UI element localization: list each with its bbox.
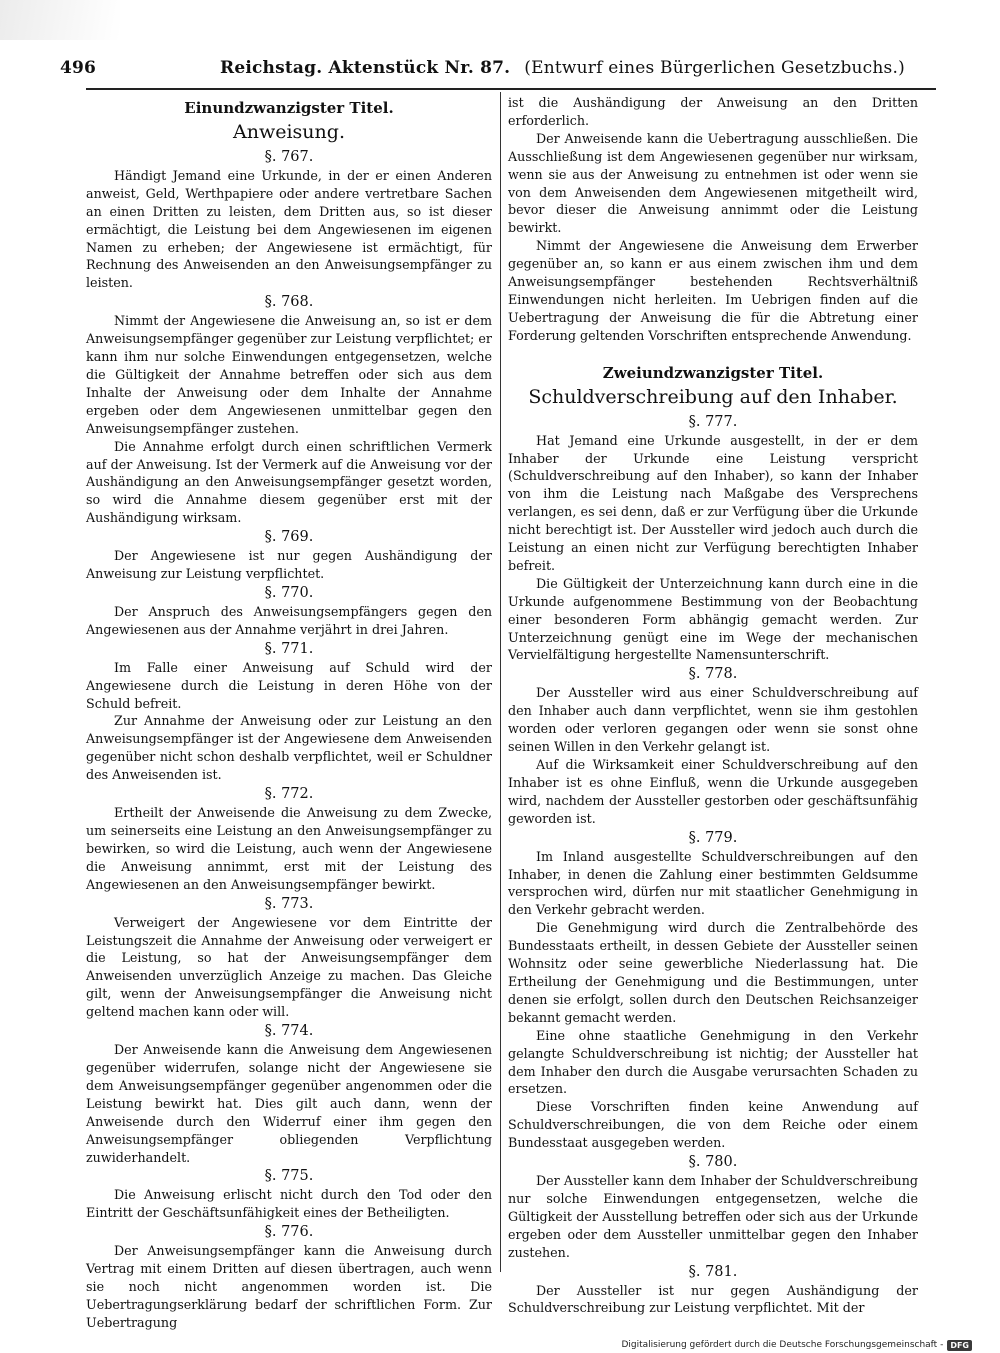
paragraph-text: Nimmt der Angewiesene die Anweisung an, so ist er dem Anweisungsempfänger gegenüber zur Leistung verpflichtet; er kann ihm nur solche Einwendungen entgegensetzen, welche die Gültigkeit der Annahme betreffen oder sich aus dem Inhalte der Anweisung oder dem Inhalte der Annahme ergeben oder dem Angewiesenen unmittelbar gegen den Anweisungsempfänger zustehen. [86, 313, 492, 436]
paragraph-text: Der Angewiesene ist nur gegen Aushändigung der Anweisung zur Leistung verpflichtet. [86, 548, 492, 582]
paragraph-text: Auf die Wirksamkeit einer Schuldverschreibung auf den Inhaber ist es ohne Einfluß, wenn die Urkunde ausgegeben wird, nachdem der Aussteller gestorben oder geschäftsunfähig geworden ist. [508, 757, 918, 826]
paper-stain [0, 0, 120, 40]
paragraph-text: Ertheilt der Anweisende die Anweisung zu dem Zwecke, um seinerseits eine Leistung an den Anweisungsempfänger zu bewirken, so wird die Leistung, auch wenn der Angewiesene die Anweisung annimmt, erst mit der Leistung des Angewiesenen an den Anweisungsempfänger bewirkt. [86, 805, 492, 892]
running-title: Reichstag. Aktenstück Nr. 87. [220, 58, 511, 78]
paragraph-heading: §. 768. [264, 294, 314, 311]
section-title: Einundzwanzigster Titel. [184, 99, 394, 117]
right-column [508, 94, 918, 1317]
paragraph-heading: §. 777. [688, 413, 738, 430]
paragraph-text: Der Aussteller wird aus einer Schuldverschreibung auf den Inhaber auch dann verpflichtet, wenn sie ihm gestohlen worden oder verloren gegangen oder wenn sie sonst ohne seinen Willen in den Verkehr gelangt ist. [508, 685, 918, 755]
paragraph-text: Die Genehmigung wird durch die Zentralbehörde des Bundesstaats ertheilt, in dessen Gebiete der Aussteller seinen Wohnsitz oder seine gewerbliche Niederlassung hat. Die Ertheilung der Genehmigung und die Bestimmungen, unter denen sie erfolgt, sollen durch den Deutschen Reichsanzeiger bekannt gemacht werden. [508, 920, 918, 1025]
paragraph-text: Im Inland ausgestellte Schuldverschreibungen auf den Inhaber, in denen die Zahlung einer bestimmten Geldsumme versprochen wird, dürfen nur mit staatlicher Genehmigung in den Verkehr gebracht werden. [508, 848, 918, 918]
running-subtitle: (Entwurf eines Bürgerlichen Gesetzbuchs.) [524, 58, 905, 78]
left-column [86, 94, 492, 1332]
paragraph-heading: §. 772. [264, 786, 314, 803]
paragraph-text: Diese Vorschriften finden keine Anwendung auf Schuldverschreibungen, die von dem Reiche oder einem Bundesstaat ausgegeben werden. [508, 1099, 918, 1151]
paragraph-text: Verweigert der Angewiesene vor dem Eintritte der Leistungszeit die Annahme der Anweisung oder verweigert er die Leistung, so hat der Anweisungsempfänger dem Anweisenden unverzüglich Anzeige zu machen. Das Gleiche gilt, wenn der Anweisungsempfänger die Anweisung nicht geltend machen kann oder will. [86, 914, 492, 1020]
paragraph-text: Eine ohne staatliche Genehmigung in den Verkehr gelangte Schuldverschreibung ist nichtig; der Aussteller hat dem Inhaber den durch die Ausgabe verursachten Schaden zu ersetzen. [508, 1027, 918, 1097]
paragraph-text: Der Anweisende kann die Anweisung dem Angewiesenen gegenüber widerrufen, solange nicht der Angewiesene sie dem Anweisungsempfänger gegenüber angenommen oder die Leistung bewirkt hat. Dies gilt auch dann, wenn der Anweisende durch den Widerruf einer ihm gegen den Anweisungsempfänger obliegenden Verpflichtung zuwiderhandelt. [86, 1042, 492, 1165]
paragraph-heading: §. 771. [264, 640, 314, 657]
page-header [60, 58, 940, 86]
paragraph-text: Der Aussteller kann dem Inhaber der Schuldverschreibung nur solche Einwendungen entgegensetzen, welche die Gültigkeit der Ausstellung betreffen oder sich aus der Urkunde ergeben oder dem Aussteller unmittelbar gegen den Inhaber zustehen. [508, 1173, 918, 1260]
paragraph-text: Hat Jemand eine Urkunde ausgestellt, in der er dem Inhaber der Urkunde eine Leistung verspricht (Schuldverschreibung auf den Inhaber), so kann der Inhaber von ihm die Leistung nach Maßgabe des Versprechens verlangen, es sei denn, daß er zur Verfügung über die Urkunde nicht berechtigt ist. Der Aussteller wird jedoch auch durch die Leistung an einen nicht zur Verfügung berechtigten Inhaber befreit. [508, 432, 918, 573]
paragraph-heading: §. 778. [688, 666, 738, 683]
paragraph-text: ist die Aushändigung der Anweisung an den Dritten erforderlich. [508, 95, 918, 128]
paragraph-text: Der Anweisende kann die Uebertragung ausschließen. Die Ausschließung ist dem Angewiesenen gegenüber nur wirksam, wenn sie aus der Anweisung zu entnehmen ist oder wenn sie von dem Anweisenden dem Angewiesenen mitgetheilt wird, bevor dieser die Anweisung annimmt oder die Leistung bewirkt. [508, 130, 918, 236]
paragraph-text: Der Anspruch des Anweisungsempfängers gegen den Angewiesenen aus der Annahme verjährt in drei Jahren. [86, 603, 492, 637]
paragraph-text: Der Anweisungsempfänger kann die Anweisung durch Vertrag mit einem Dritten auf diesen übertragen, auch wenn sie noch nicht angenommen worden ist. Die Uebertragungserklärung bedarf der schriftlichen Form. Zur Uebertragung [86, 1243, 492, 1330]
paragraph-heading: §. 770. [264, 584, 314, 601]
header-rule [86, 88, 936, 90]
paragraph-heading: §. 779. [688, 829, 738, 846]
paragraph-text: Der Aussteller ist nur gegen Aushändigung der Schuldverschreibung zur Leistung verpflichtet. Mit der [508, 1282, 918, 1316]
paragraph-heading: §. 776. [264, 1224, 314, 1241]
credit-text: Digitalisierung gefördert durch die Deutsche Forschungsgemeinschaft - [621, 1340, 944, 1350]
dfg-logo-icon: DFG [947, 1340, 972, 1351]
spacer [508, 345, 918, 359]
paragraph-heading: §. 780. [688, 1154, 738, 1171]
page-number: 496 [60, 58, 97, 78]
section-title: Zweiundzwanzigster Titel. [602, 363, 824, 382]
paragraph-heading: §. 773. [264, 895, 314, 912]
paragraph-heading: §. 775. [264, 1168, 314, 1185]
paragraph-text: Im Falle einer Anweisung auf Schuld wird der Angewiesene durch die Leistung in deren Höhe von der Schuld befreit. [86, 659, 492, 711]
paragraph-heading: §. 767. [264, 148, 314, 165]
digitization-credit [621, 1337, 972, 1353]
paragraph-text: Die Anweisung erlischt nicht durch den Tod oder den Eintritt der Geschäftsunfähigkeit eines der Betheiligten. [86, 1187, 492, 1221]
paragraph-heading: §. 769. [264, 529, 314, 546]
running-head [220, 58, 905, 78]
paragraph-heading: §. 774. [264, 1023, 314, 1040]
section-subtitle: Anweisung. [233, 120, 345, 143]
paragraph-text: Zur Annahme der Anweisung oder zur Leistung an den Anweisungsempfänger ist der Angewiesene dem Anweisenden gegenüber nicht schon deshalb verpflichtet, weil er Schuldner des Anweisenden ist. [86, 713, 492, 783]
paragraph-text: Die Annahme erfolgt durch einen schriftlichen Vermerk auf der Anweisung. Ist der Vermerk auf die Anweisung vor der Aushändigung an den Anweisungsempfänger gesetzt worden, so wird die Annahme diesem gegenüber erst mit der Aushändigung wirksam. [86, 438, 492, 526]
paragraph-heading: §. 781. [688, 1263, 738, 1280]
column-divider [500, 92, 501, 1272]
section-subtitle: Schuldverschreibung auf den Inhaber. [528, 385, 898, 408]
paragraph-text: Händigt Jemand eine Urkunde, in der er einen Anderen anweist, Geld, Werthpapiere oder andere vertretbare Sachen an einen Dritten zu leisten, dem Dritten aus, so ist dieser ermächtigt, die Leistung bei dem Angewiesenen im eigenen Namen zu erheben; der Angewiesene ist ermächtigt, für Rechnung des Anweisenden an den Anweisungsempfänger zu leisten. [86, 167, 492, 291]
paragraph-text: Die Gültigkeit der Unterzeichnung kann durch eine in die Urkunde aufgenommene Bestimmung von der Beobachtung einer besonderen Form abhängig gemacht werden. Zur Unterzeichnung genügt eine im Wege der mechanischen Vervielfältigung hergestellte Namensunterschrift. [508, 575, 918, 663]
paragraph-text: Nimmt der Angewiesene die Anweisung dem Erwerber gegenüber an, so kann er aus einem zwischen ihm und dem Anweisungsempfänger bestehenden Rechtsverhältniß Einwendungen nicht herleiten. Im Uebrigen finden auf die Uebertragung der Anweisung die für die Abtretung einer Forderung geltenden Vorschriften entsprechende Anwendung. [508, 238, 918, 343]
